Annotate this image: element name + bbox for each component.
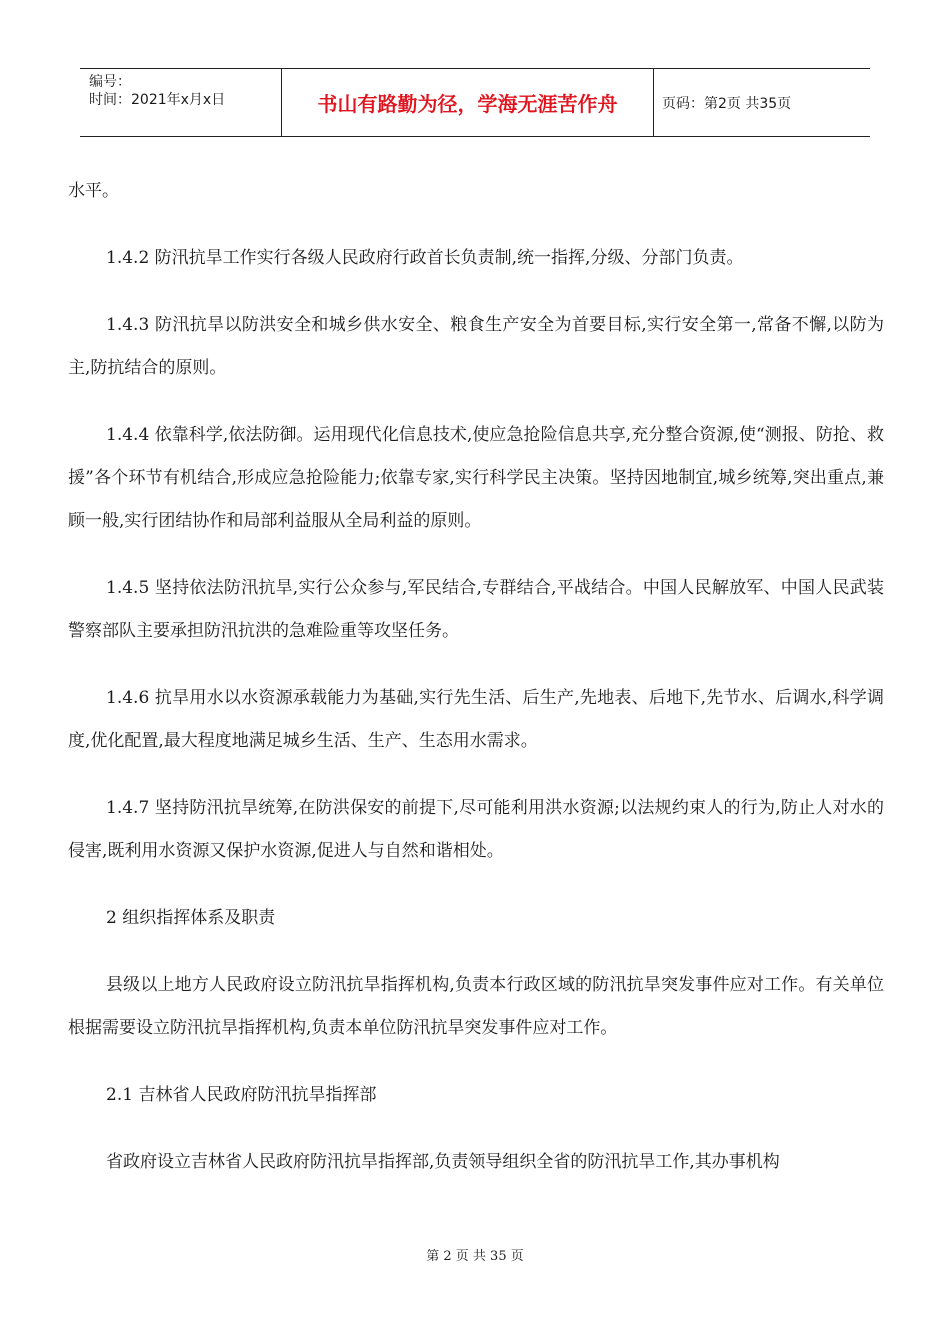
paragraph-1-4-5: 1.4.5 坚持依法防汛抗旱,实行公众参与,军民结合,专群结合,平战结合。中国人民解放军、中国人民武装警察部队主要承担防汛抗洪的急难险重等攻坚任务。 bbox=[68, 578, 884, 641]
page-footer bbox=[0, 1245, 950, 1264]
paragraph-1-4-2: 1.4.2 防汛抗旱工作实行各级人民政府行政首长负责制,统一指挥,分级、分部门负责。 bbox=[106, 248, 744, 268]
document-date-label: 时间：2021年x月x日 bbox=[89, 92, 226, 108]
paragraph-1-4-7: 1.4.7 坚持防汛抗旱统筹,在防洪保安的前提下,尽可能利用洪水资源;以法规约束人的行为,防止人对水的侵害,既利用水资源又保护水资源,促进人与自然和谐相处。 bbox=[68, 798, 884, 861]
header-page-info: 页码：第2页 共35页 bbox=[662, 95, 792, 112]
section-heading-2-1: 2.1 吉林省人民政府防汛抗旱指挥部 bbox=[106, 1085, 377, 1105]
document-header bbox=[80, 68, 870, 137]
paragraph-section-2-intro: 县级以上地方人民政府设立防汛抗旱指挥机构,负责本行政区域的防汛抗旱突发事件应对工作。有关单位根据需要设立防汛抗旱指挥机构,负责本单位防汛抗旱突发事件应对工作。 bbox=[68, 975, 884, 1038]
section-heading-2: 2 组织指挥体系及职责 bbox=[106, 908, 276, 928]
document-number-label: 编号： bbox=[89, 74, 131, 90]
paragraph-continuation: 水平。 bbox=[68, 181, 119, 201]
header-motto: 书山有路勤为径，学海无涯苦作舟 bbox=[317, 92, 618, 116]
footer-page-number: 第 2 页 共 35 页 bbox=[426, 1249, 524, 1264]
paragraph-2-1-body: 省政府设立吉林省人民政府防汛抗旱指挥部,负责领导组织全省的防汛抗旱工作,其办事机构 bbox=[106, 1152, 780, 1172]
paragraph-1-4-6: 1.4.6 抗旱用水以水资源承载能力为基础,实行先生活、后生产,先地表、后地下,先节水、后调水,科学调度,优化配置,最大程度地满足城乡生活、生产、生态用水需求。 bbox=[68, 688, 884, 751]
header-meta-cell bbox=[80, 69, 281, 136]
paragraph-1-4-3: 1.4.3 防汛抗旱以防洪安全和城乡供水安全、粮食生产安全为首要目标,实行安全第一,常备不懈,以防为主,防抗结合的原则。 bbox=[68, 315, 884, 378]
header-motto-cell bbox=[281, 69, 654, 136]
paragraph-1-4-4: 1.4.4 依靠科学,依法防御。运用现代化信息技术,使应急抢险信息共享,充分整合资源,使“测报、防抢、救援”各个环节有机结合,形成应急抢险能力;依靠专家,实行科学民主决策。坚持因地制宜,城乡统筹,突出重点,兼顾一般,实行团结协作和局部利益服从全局利益的原则。 bbox=[68, 425, 884, 531]
document-body bbox=[68, 170, 884, 1208]
header-page-cell bbox=[654, 69, 870, 136]
